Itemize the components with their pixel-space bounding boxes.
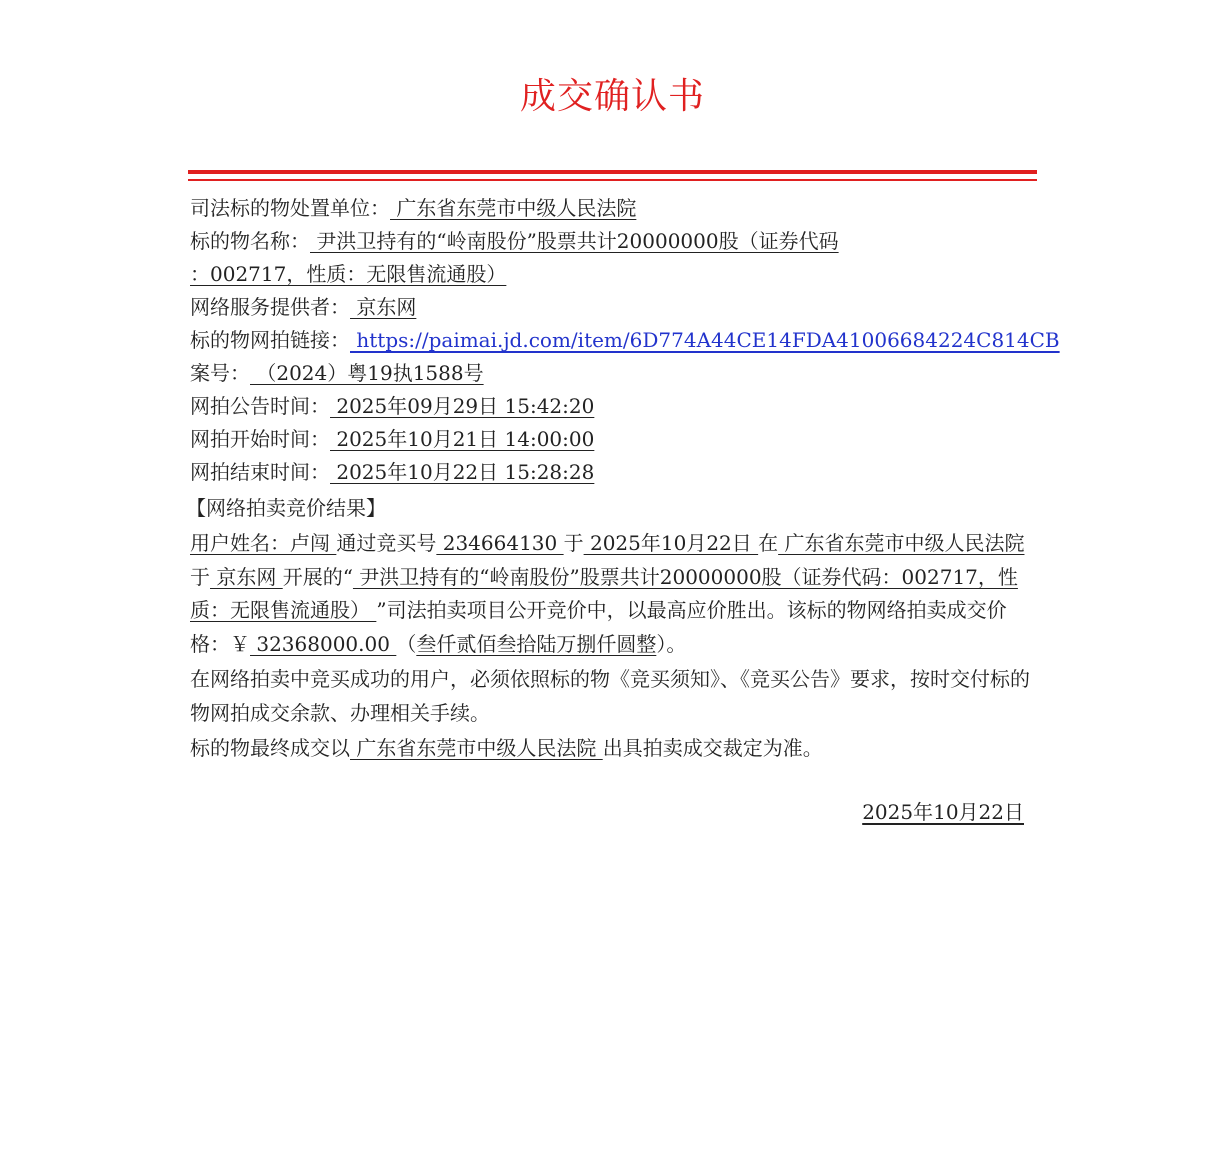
result-paragraph	[190, 527, 1030, 661]
title-rule-thin	[188, 179, 1037, 181]
field-start-time	[190, 423, 1040, 456]
field-value: ：002717，性质：无限售流通股）	[190, 262, 507, 286]
field-announce-time	[190, 390, 1040, 423]
document-date: 2025年10月22日	[862, 800, 1024, 824]
bid-date: 2025年10月22日	[583, 531, 759, 555]
field-end-time	[190, 456, 1040, 489]
field-label: 案号：	[190, 361, 250, 385]
result-heading: 【网络拍卖竞价结果】	[186, 496, 386, 520]
court-name: 广东省东莞市中级人民法院	[778, 531, 1025, 555]
final-paragraph	[190, 732, 1030, 766]
field-item-name-cont	[190, 258, 1040, 291]
field-label: 标的物名称：	[190, 229, 310, 253]
text: 开展的“	[282, 564, 353, 589]
field-value: 尹洪卫持有的“岭南股份”股票共计20000000股（证券代码	[310, 229, 839, 253]
text: 于	[563, 531, 584, 555]
document-body	[186, 192, 1060, 766]
field-provider	[190, 291, 1040, 324]
text: 出具拍卖成交裁定为准。	[602, 736, 823, 760]
field-label: 网拍公告时间：	[190, 394, 330, 418]
field-label: 网拍结束时间：	[190, 460, 330, 484]
item-name: 尹洪卫持有的“岭南股份”股票共计20000000股（证券代码：002717，性质：无限售流通股）	[190, 564, 1018, 622]
auction-link[interactable]: https://paimai.jd.com/item/6D774A44CE14FDA41006684224C814CB	[350, 328, 1060, 352]
platform-name: 京东网	[210, 564, 283, 589]
field-label: 网络服务提供者：	[190, 295, 350, 319]
text: ”司法拍卖项目公开竞价中，以最高应价胜出。该标的物网络拍卖成交价格：￥	[190, 598, 1007, 656]
text: 于	[190, 564, 210, 589]
field-value: 2025年10月21日 14:00:00	[330, 427, 595, 451]
field-label: 标的物网拍链接：	[190, 328, 350, 352]
field-label: 司法标的物处置单位：	[190, 196, 390, 220]
bid-number: 234664130	[436, 531, 564, 555]
text: 在	[758, 531, 779, 555]
text: （	[396, 631, 417, 656]
field-disposal-unit	[190, 192, 1040, 225]
field-value: （2024）粤19执1588号	[250, 361, 484, 385]
field-auction-link	[190, 324, 1060, 357]
text: ）。	[656, 631, 687, 656]
price-in-words: 叁仟贰佰叁拾陆万捌仟圆整	[416, 631, 657, 656]
field-value: 2025年09月29日 15:42:20	[330, 394, 595, 418]
field-value: 京东网	[350, 295, 417, 319]
field-value: 2025年10月22日 15:28:28	[330, 460, 595, 484]
field-value: 广东省东莞市中级人民法院	[390, 196, 637, 220]
final-price: 32368000.00	[250, 631, 397, 656]
field-label: 网拍开始时间：	[190, 427, 330, 451]
field-item-name	[190, 225, 1040, 258]
title-rule-thick	[188, 170, 1037, 174]
document-title: 成交确认书	[519, 76, 705, 117]
field-case-number	[190, 357, 1040, 390]
winner-name: 用户姓名：卢闯	[190, 531, 337, 555]
text: 通过竞买号	[336, 531, 437, 555]
text: 标的物最终成交以	[190, 736, 350, 760]
court-name: 广东省东莞市中级人民法院	[350, 736, 603, 760]
notice-paragraph: 在网络拍卖中竞买成功的用户，必须依照标的物《竞买须知》、《竞买公告》要求，按时交付标的物网拍成交余款、办理相关手续。	[190, 667, 1030, 725]
